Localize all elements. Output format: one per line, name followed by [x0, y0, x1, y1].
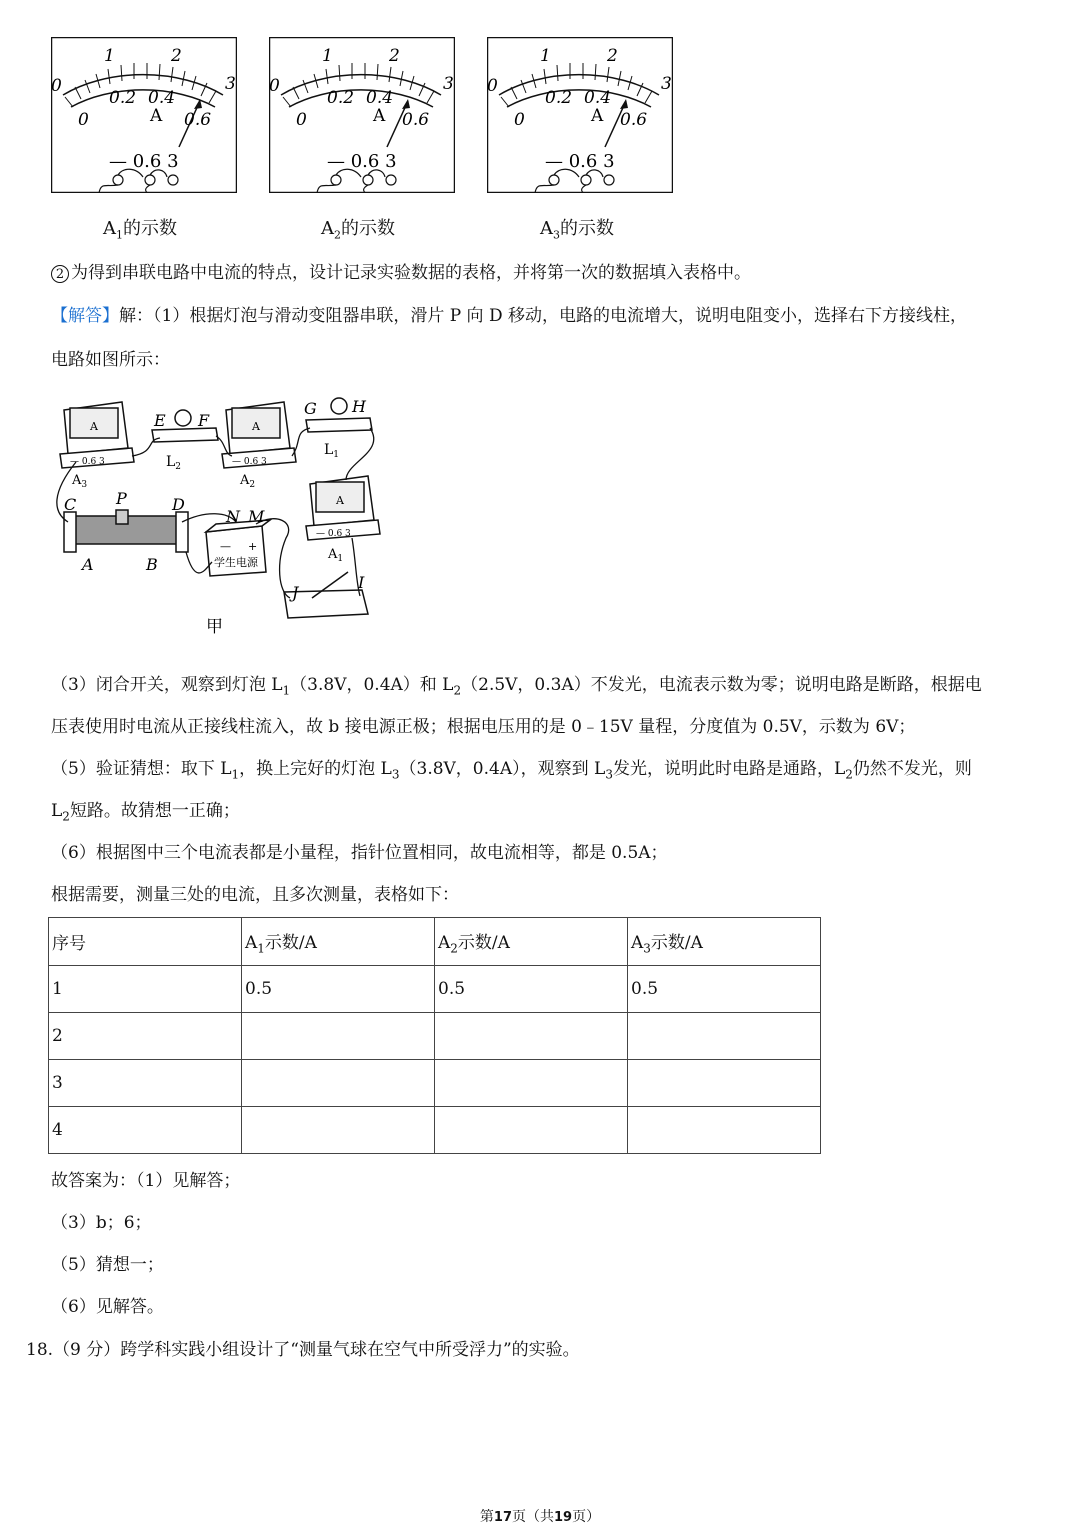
ammeter-a2 [269, 37, 455, 193]
unit-label: A [150, 106, 163, 126]
answer-paragraph-3a: （3）闭合开关，观察到灯泡 $L_1(3.8V$，0.4A）和 $L_2(2.5V$，0.3A）不发光，电流表示数为零；说明电路是断路，根据电 [51, 675, 982, 698]
table-cell [435, 1060, 628, 1107]
ammeter-a2-caption: $A_2$的示数 [321, 218, 395, 242]
answer-3: （3）b；6； [51, 1213, 152, 1233]
tick-0: 0 [51, 76, 62, 96]
ammeter-dial-icon [51, 37, 237, 193]
page-number: 17 [493, 1510, 512, 1525]
table-cell [242, 1060, 435, 1107]
total-pages: 19 [554, 1510, 573, 1525]
table-header-cell: $A_3$示数/A [628, 918, 821, 966]
table-cell [242, 1107, 435, 1154]
table-cell [242, 1013, 435, 1060]
table-row [49, 1060, 821, 1107]
tick-1: 1 [322, 46, 333, 66]
table-header-cell: 序号 [49, 918, 242, 966]
tick-2: 2 [389, 46, 400, 66]
label-F: F [198, 411, 210, 430]
terminal-labels: — 0.6 3 [232, 457, 267, 467]
terminal-labels: — 0.6 3 [109, 151, 179, 172]
label-power-supply: 学生电源 [214, 556, 258, 569]
ammeter-unit: A [252, 420, 260, 433]
figure-caption: 甲 [206, 617, 223, 637]
ammeter-a3 [487, 37, 673, 193]
table-cell: 4 [49, 1107, 242, 1154]
label-P: P [116, 489, 127, 508]
label-B: B [146, 555, 158, 574]
answer-paragraph-5b: $L_2$短路。故猜想一正确； [51, 801, 240, 824]
subtick-04: 0.4 [148, 88, 176, 108]
label-H: H [352, 397, 366, 416]
tick-2: 2 [607, 46, 618, 66]
answer-paragraph-6: （6）根据图中三个电流表都是小量程，指针位置相同，故电流相等，都是 0.5A； [51, 843, 668, 863]
table-cell: 0.5 [628, 966, 821, 1013]
subtick-02: 0.2 [327, 88, 355, 108]
terminal-labels: — 0.6 3 [70, 457, 105, 467]
ammeter-dial-icon [487, 37, 673, 193]
subtick-04: 0.4 [366, 88, 394, 108]
subtick-0: 0 [514, 110, 525, 130]
table-row [49, 966, 821, 1013]
tick-0: 0 [487, 76, 498, 96]
label-L2: $L_2$ [166, 454, 182, 472]
subtick-06: 0.6 [620, 110, 648, 130]
table-header-cell: $A_1$示数/A [242, 918, 435, 966]
tick-2: 2 [171, 46, 182, 66]
label-plus: + [248, 540, 258, 553]
label-D: D [172, 495, 185, 514]
label-A-terminal: A [82, 555, 94, 574]
table-row [49, 1013, 821, 1060]
question-part-2: 2 为得到串联电路中电流的特点，设计记录实验数据的表格，并将第一次的数据填入表格中。 [51, 262, 751, 284]
answer-tag: 【解答】 [51, 306, 119, 326]
label-G: G [304, 399, 317, 418]
answer-6: （6）见解答。 [51, 1297, 164, 1317]
table-cell: 3 [49, 1060, 242, 1107]
data-table [48, 917, 821, 1154]
answer-summary: 故答案为：（1）见解答； [51, 1171, 241, 1191]
ammeter-a1 [51, 37, 237, 193]
label-A-sub2: $A_2$ [240, 473, 256, 490]
table-cell [435, 1107, 628, 1154]
terminal-labels: — 0.6 3 [545, 151, 615, 172]
tick-3: 3 [443, 74, 454, 94]
subtick-02: 0.2 [109, 88, 137, 108]
subtick-0: 0 [78, 110, 89, 130]
label-E: E [154, 411, 166, 430]
tick-3: 3 [225, 74, 236, 94]
label-M: M [248, 507, 265, 526]
table-cell: 0.5 [435, 966, 628, 1013]
subtick-06: 0.6 [184, 110, 212, 130]
answer-paragraph-1: 【解答】解：（1）根据灯泡与滑动变阻器串联，滑片 P 向 D 移动，电路的电流增大，说明电阻变小，选择右下方接线柱， [51, 306, 967, 326]
tick-3: 3 [661, 74, 672, 94]
tick-1: 1 [540, 46, 551, 66]
ammeter-unit: A [90, 420, 98, 433]
label-J: J [292, 583, 299, 602]
label-A-sub1: $A_1$ [328, 547, 344, 564]
table-header-cell: $A_2$示数/A [435, 918, 628, 966]
circled-number: 2 [51, 265, 69, 283]
answer-paragraph-3b: 压表使用时电流从正接线柱流入，故 b 接电源正极；根据电压用的是 0﹣15V 量程，分度值为 0.5V，示数为 6V； [51, 717, 916, 737]
label-I: I [358, 573, 365, 592]
subtick-06: 0.6 [402, 110, 430, 130]
subtick-04: 0.4 [584, 88, 612, 108]
table-cell [435, 1013, 628, 1060]
label-N: N [226, 507, 240, 526]
table-header-row [49, 918, 821, 966]
unit-label: A [373, 106, 386, 126]
table-cell: 0.5 [242, 966, 435, 1013]
ammeter-a3-caption: $A_3$的示数 [540, 218, 614, 242]
table-cell: 1 [49, 966, 242, 1013]
label-L1: $L_1$ [324, 442, 340, 460]
table-row [49, 1107, 821, 1154]
circuit-figure [56, 392, 386, 642]
ammeter-unit: A [336, 494, 344, 507]
terminal-labels: — 0.6 3 [316, 529, 351, 539]
tick-0: 0 [269, 76, 280, 96]
unit-label: A [591, 106, 604, 126]
label-minus: — [220, 540, 231, 553]
subtick-0: 0 [296, 110, 307, 130]
answer-paragraph-5a: （5）验证猜想：取下 $L_1$，换上完好的灯泡 $L_3(3.8V$，0.4A），观察到 $L_3$发光，说明此时电路是通路，$L_2$仍然不发光，则 [51, 759, 972, 782]
page-footer: 第17页（共19页） [479, 1509, 601, 1525]
label-A-sub3: $A_3$ [72, 473, 88, 490]
table-cell [628, 1013, 821, 1060]
ammeter-dial-icon [269, 37, 455, 193]
table-cell [628, 1060, 821, 1107]
tick-1: 1 [104, 46, 115, 66]
terminal-labels: — 0.6 3 [327, 151, 397, 172]
answer-paragraph-1b: 电路如图所示： [51, 350, 170, 370]
table-cell: 2 [49, 1013, 242, 1060]
ammeter-a1-caption: $A_1$的示数 [103, 218, 177, 242]
answer-5: （5）猜想一； [51, 1255, 164, 1275]
question-18: 18.（9 分）跨学科实践小组设计了“测量气球在空气中所受浮力”的实验。 [26, 1340, 580, 1360]
table-cell [628, 1107, 821, 1154]
subtick-02: 0.2 [545, 88, 573, 108]
table-intro: 根据需要，测量三处的电流，且多次测量，表格如下： [51, 885, 459, 905]
circuit-diagram-icon [56, 392, 386, 642]
label-C: C [64, 495, 77, 514]
